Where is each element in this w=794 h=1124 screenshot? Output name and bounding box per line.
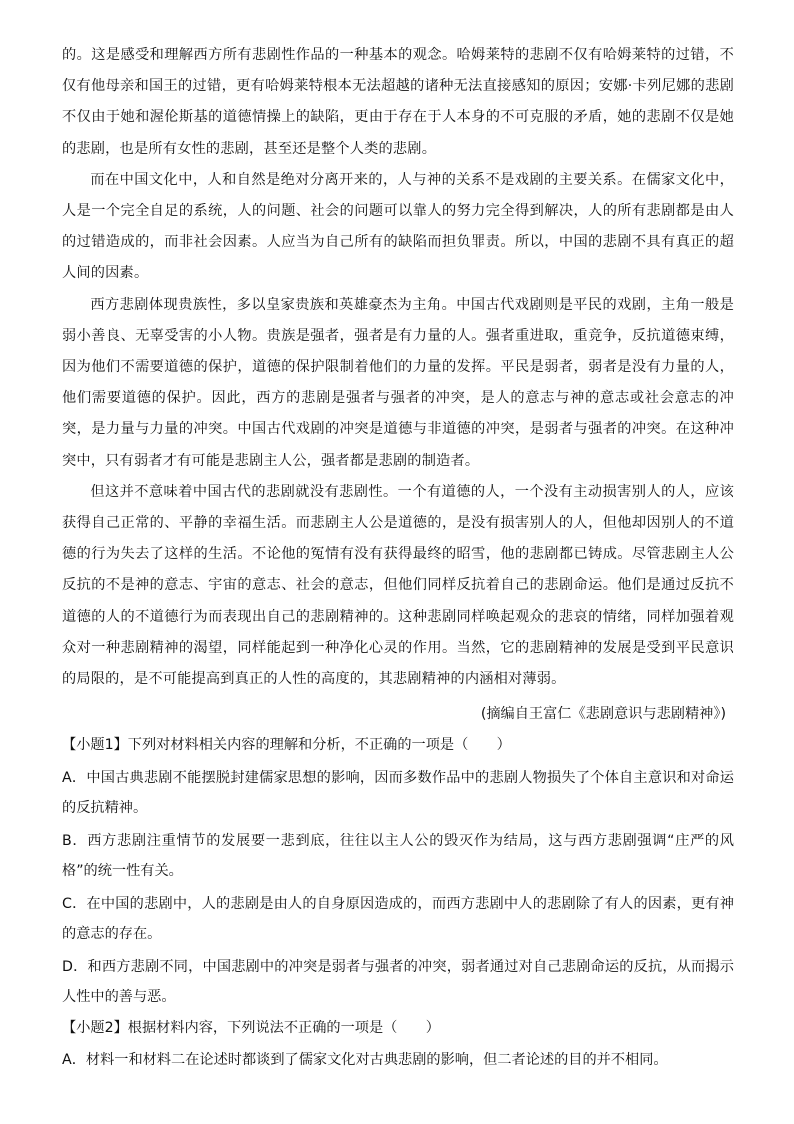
question-1-stem: 【小题1】下列对材料相关内容的理解和分析，不正确的一项是（ ） <box>62 737 511 754</box>
question-1-option-a: A．中国古典悲剧不能摆脱封建儒家思想的影响，因而多数作品中的悲剧人物损失了个体自主意识和对命运的反抗精神。 <box>62 769 734 817</box>
article-source: (摘编自王富仁《悲剧意识与悲剧精神》) <box>480 706 726 723</box>
article-paragraph-2: 而在中国文化中，人和自然是绝对分离开来的，人与神的关系不是戏剧的主要关系。在儒家文化中，人是一个完全自足的系统，人的问题、社会的问题可以靠人的努力完全得到解决，人的所有悲剧都是由人的过错造成的，而非社会因素。人应当为自己所有的缺陷而担负罪责。所以，中国的悲剧不具有真正的超人间的因素。 <box>62 171 734 282</box>
question-1 <box>62 730 734 1013</box>
question-1-option-d: D．和西方悲剧不同，中国悲剧中的冲突是弱者与强者的冲突，弱者通过对自己悲剧命运的反抗，从而揭示人性中的善与恶。 <box>62 958 734 1006</box>
question-1-option-c: C．在中国的悲剧中，人的悲剧是由人的自身原因造成的，而西方悲剧中人的悲剧除了有人的因素，更有神的意志的存在。 <box>62 895 734 943</box>
document-page <box>62 40 734 1076</box>
question-2 <box>62 1013 734 1076</box>
article-paragraph-1: 的。这是感受和理解西方所有悲剧性作品的一种基本的观念。哈姆莱特的悲剧不仅有哈姆莱特的过错，不仅有他母亲和国王的过错，更有哈姆莱特根本无法超越的诸种无法直接感知的原因；安娜·卡列尼娜的悲剧不仅由于她和渥伦斯基的道德情操上的缺陷，更由于存在于人本身的不可克服的矛盾，她的悲剧不仅是她的悲剧，也是所有女性的悲剧，甚至还是整个人类的悲剧。 <box>62 47 734 157</box>
question-2-stem: 【小题2】根据材料内容，下列说法不正确的一项是（ ） <box>62 1019 440 1036</box>
article-paragraph-4: 但这并不意味着中国古代的悲剧就没有悲剧性。一个有道德的人，一个没有主动损害别人的人，应该获得自己正常的、平静的幸福生活。而悲剧主人公是道德的，是没有损害别人的人，但他却因别人的不道德的行为失去了这样的生活。不论他的冤情有没有获得最终的昭雪，他的悲剧都已铸成。尽管悲剧主人公反抗的不是神的意志、宇宙的意志、社会的意志，但他们同样反抗着自己的悲剧命运。他们是通过反抗不道德的人的不道德行为而表现出自己的悲剧精神的。这种悲剧同样唤起观众的悲哀的情绪，同样加强着观众对一种悲剧精神的渴望，同样能起到一种净化心灵的作用。当然，它的悲剧精神的发展是受到平民意识的局限的，是不可能提高到真正的人性的高度的，其悲剧精神的内涵相对薄弱。 <box>62 483 734 688</box>
article-paragraph-3: 西方悲剧体现贵族性，多以皇家贵族和英雄豪杰为主角。中国古代戏剧则是平民的戏剧，主角一般是弱小善良、无辜受害的小人物。贵族是强者，强者是有力量的人。强者重进取，重竞争，反抗道德束缚，因为他们不需要道德的保护，道德的保护限制着他们的力量的发挥。平民是弱者，弱者是没有力量的人，他们需要道德的保护。因此，西方的悲剧是强者与强者的冲突，是人的意志与神的意志或社会意志的冲突，是力量与力量的冲突。中国古代戏剧的冲突是道德与非道德的冲突，是弱者与强者的冲突。在这种冲突中，只有弱者才有可能是悲剧主人公，强者都是悲剧的制造者。 <box>62 296 734 469</box>
article <box>62 40 734 730</box>
question-1-option-b: B．西方悲剧注重情节的发展要一悲到底，往往以主人公的毁灭作为结局，这与西方悲剧强调“庄严的风格”的统一性有关。 <box>62 832 734 880</box>
question-2-option-a: A．材料一和材料二在论述时都谈到了儒家文化对古典悲剧的影响，但二者论述的目的并不相同。 <box>62 1052 668 1069</box>
